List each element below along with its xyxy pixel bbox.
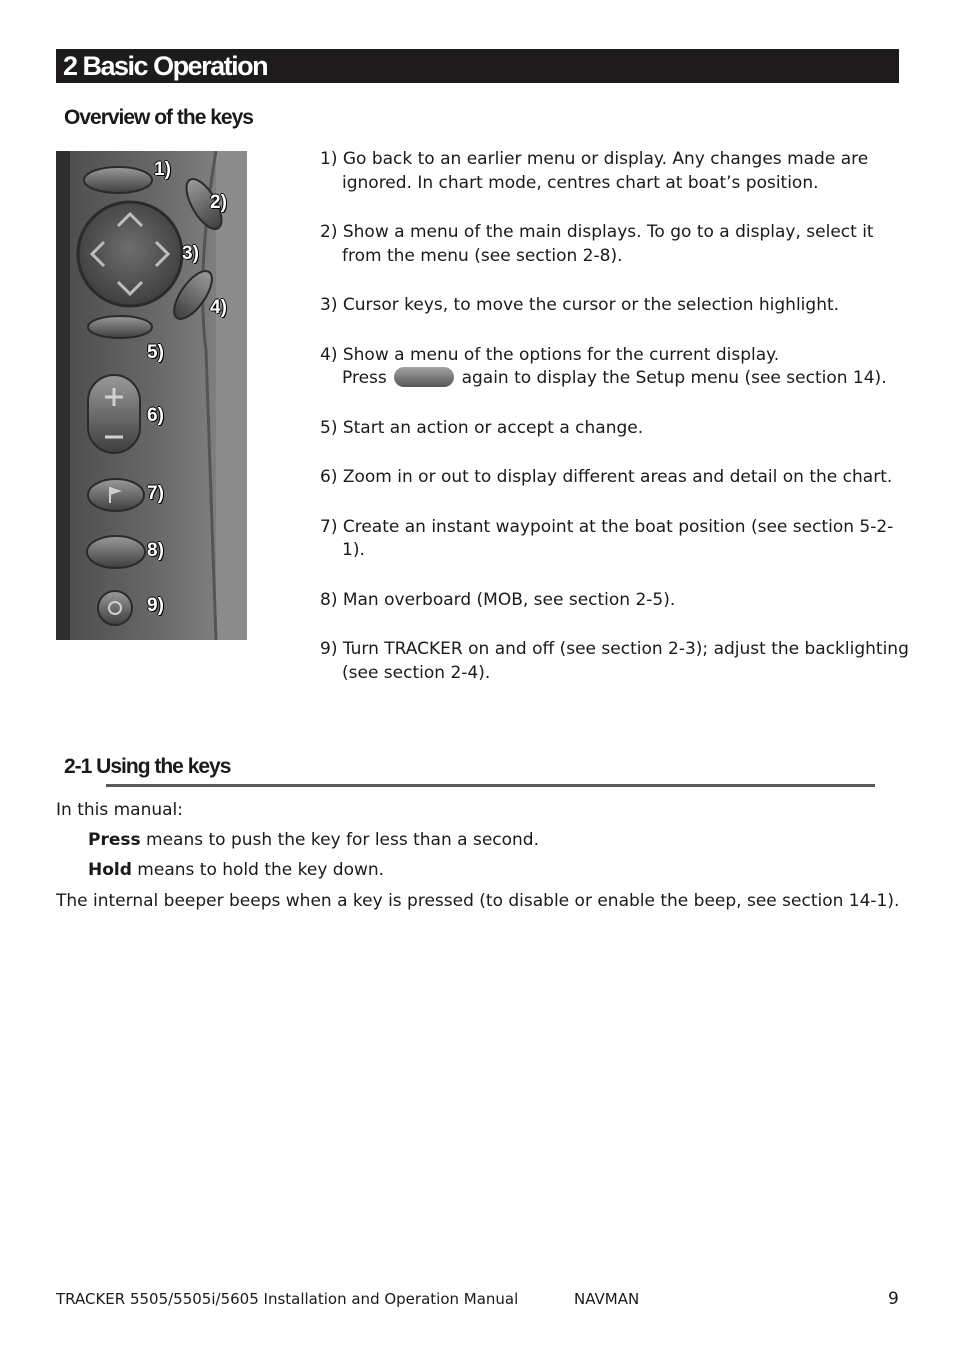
key-label-6: 6) [147, 405, 164, 426]
key-label-9: 9) [147, 595, 164, 616]
key-label-5: 5) [147, 342, 164, 363]
key-description-4: 4) Show a menu of the options for the current display. Press again to display the Setup menu (see section 14). [320, 344, 887, 388]
footer-manual-title: TRACKER 5505/5505i/5605 Installation and Operation Manual [56, 1290, 519, 1308]
key-label-1: 1) [154, 159, 171, 180]
key-descriptions [320, 148, 910, 711]
section-title-bar [56, 49, 899, 83]
key-label-7: 7) [147, 483, 164, 504]
using-intro: In this manual: [56, 800, 184, 820]
key-description-7: 7) Create an instant waypoint at the boat position (see section 5-2-1). [320, 516, 894, 560]
key-label-3: 3) [182, 243, 199, 264]
key-description-2: 2) Show a menu of the main displays. To go to a display, select it from the menu (see section 2-8). [320, 222, 874, 266]
heading-rule [106, 784, 875, 787]
key-description-6: 6) Zoom in or out to display different areas and detail on the chart. [320, 467, 893, 487]
key-description-8: 8) Man overboard (MOB, see section 2-5). [320, 589, 676, 610]
press-definition: Press means to push the key for less than a second. [88, 830, 540, 850]
keypad-image [56, 151, 247, 640]
hold-definition: Hold means to hold the key down. [88, 860, 385, 880]
key-description-5: 5) Start an action or accept a change. [320, 417, 644, 438]
page-number: 9 [888, 1289, 899, 1309]
beeper-note: The internal beeper beeps when a key is pressed (to disable or enable the beep, see section 14-1). [56, 891, 900, 911]
key-description-3: 3) Cursor keys, to move the cursor or the selection highlight. [320, 295, 840, 315]
menu-key-icon [394, 367, 454, 387]
using-keys-heading: 2-1 Using the keys [64, 755, 231, 778]
key-description-9: 9) Turn TRACKER on and off (see section 2-3); adjust the backlighting (see section 2-4). [320, 639, 909, 683]
section-title: 2 Basic Operation [63, 51, 268, 81]
overview-heading: Overview of the keys [64, 106, 253, 129]
key-label-2: 2) [210, 192, 227, 213]
item4-after: again to display the Setup menu (see section 14). [461, 368, 887, 388]
key-label-4: 4) [210, 297, 227, 318]
key-description-1: 1) Go back to an earlier menu or display. Any changes made are ignored. In chart mode, centres chart at boat’s position. [320, 149, 869, 193]
key-label-8: 8) [147, 540, 164, 561]
footer-brand: NAVMAN [574, 1290, 640, 1308]
item4-press: Press [342, 368, 387, 388]
